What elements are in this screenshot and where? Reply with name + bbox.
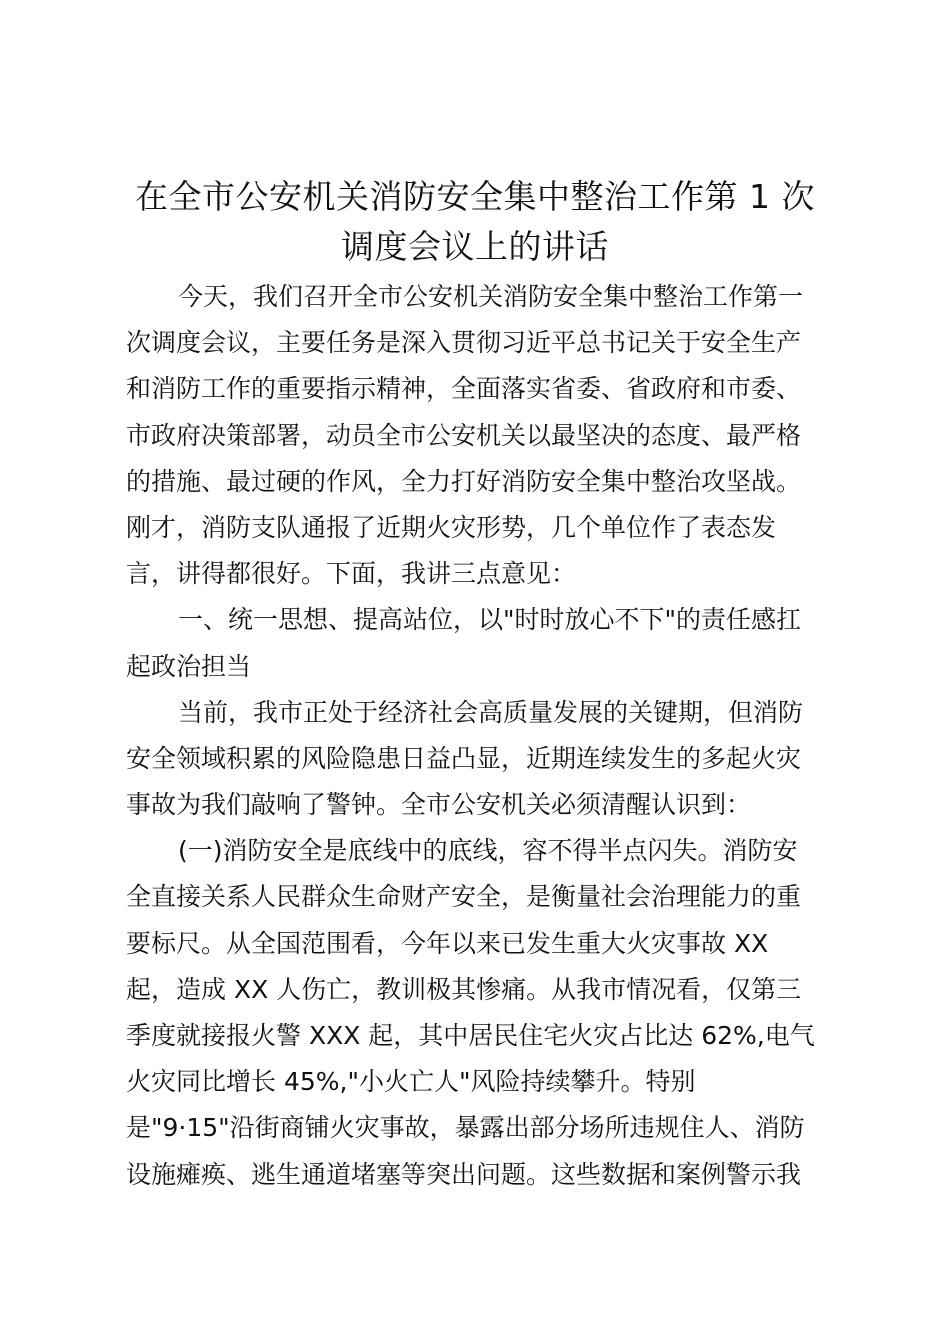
- body-line: 次调度会议，主要任务是深入贯彻习近平总书记关于安全生产: [126, 328, 802, 358]
- body-line: 是"9·15"沿街商铺火灾事故，暴露出部分场所违规住人、消防: [126, 1113, 805, 1143]
- body-line: 安全领域积累的风险隐患日益凸显，近期连续发生的多起火灾: [126, 743, 802, 773]
- body-line: 季度就接报火警 XXX 起，其中居民住宅火灾占比达 62%,电气: [126, 1021, 815, 1050]
- body-line: 事故为我们敲响了警钟。全市公安机关必须清醒认识到：: [126, 790, 752, 820]
- body-line: 全直接关系人民群众生命财产安全，是衡量社会治理能力的重: [126, 882, 802, 912]
- body-line: 刚才，消防支队通报了近期火灾形势，几个单位作了表态发: [126, 512, 777, 542]
- body-line: 言，讲得都很好。下面，我讲三点意见：: [126, 559, 577, 589]
- body-line: 设施瘫痪、逃生通道堵塞等突出问题。这些数据和案例警示我: [126, 1159, 802, 1189]
- body-line: 火灾同比增长 45%,"小火亡人"风险持续攀升。特别: [126, 1067, 696, 1097]
- body-line: 和消防工作的重要指示精神，全面落实省委、省政府和市委、: [126, 374, 802, 404]
- body-line: 市政府决策部署，动员全市公安机关以最坚决的态度、最严格: [126, 420, 802, 450]
- body-line: 要标尺。从全国范围看，今年以来已发生重大火灾事故 XX: [126, 928, 769, 958]
- section-heading-line: 一、统一思想、提高站位，以"时时放心不下"的责任感扛: [178, 605, 802, 635]
- document-body: [126, 274, 826, 1198]
- body-line: 今天，我们召开全市公安机关消防安全集中整治工作第一: [178, 282, 804, 311]
- body-line: 的措施、最过硬的作风，全力打好消防安全集中整治攻坚战。: [126, 466, 802, 496]
- section-heading-line: 起政治担当: [126, 651, 252, 681]
- document-title-line-2: 调度会议上的讲话: [341, 227, 609, 266]
- body-line: 当前，我市正处于经济社会高质量发展的关键期，但消防: [178, 697, 804, 727]
- body-line: 起，造成 XX 人伤亡，教训极其惨痛。从我市情况看，仅第三: [126, 974, 802, 1004]
- document-title-line-1: 在全市公安机关消防安全集中整治工作第 1 次: [135, 177, 815, 216]
- body-line: (一)消防安全是底线中的底线，容不得半点闪失。消防安: [178, 836, 798, 866]
